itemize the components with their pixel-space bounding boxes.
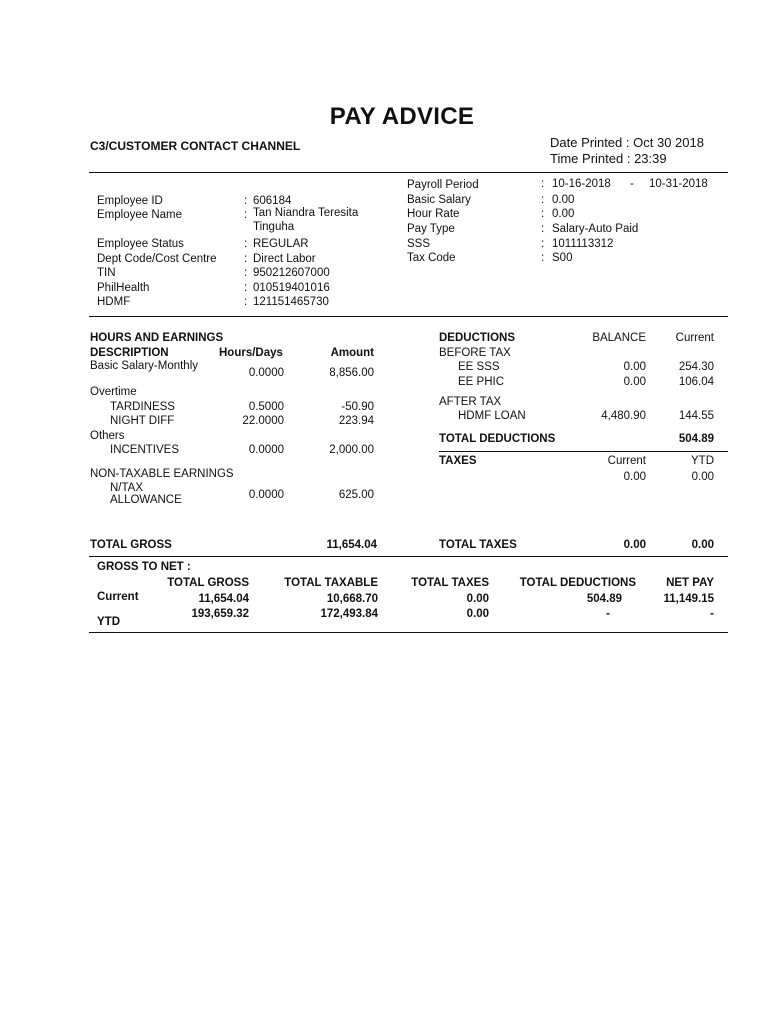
gtn-header-net-pay: NET PAY bbox=[666, 577, 714, 589]
tardiness-hours: 0.5000 bbox=[248, 401, 284, 413]
tin-label: TIN bbox=[97, 267, 116, 279]
gtn-ytd-net-pay: - bbox=[710, 608, 714, 620]
sep: : bbox=[244, 267, 248, 279]
ee-phic-current: 106.04 bbox=[678, 376, 714, 388]
pay-type-label: Pay Type bbox=[407, 223, 455, 235]
page-title: PAY ADVICE bbox=[329, 103, 475, 130]
ee-phic-label: EE PHIC bbox=[458, 376, 505, 388]
hdmf-value: 121151465730 bbox=[253, 296, 329, 308]
ntax-allowance-label-2: ALLOWANCE bbox=[110, 494, 182, 506]
time-printed-value: 23:39 bbox=[634, 151, 667, 166]
night-diff-hours: 22.0000 bbox=[242, 415, 284, 427]
gtn-ytd-total-taxable: 172,493.84 bbox=[320, 608, 378, 620]
gtn-current-total-taxable: 10,668.70 bbox=[326, 593, 378, 605]
divider-deductions bbox=[439, 451, 728, 452]
ee-sss-balance: 0.00 bbox=[623, 361, 646, 373]
total-deductions-value: 504.89 bbox=[678, 433, 714, 445]
taxes-title: TAXES bbox=[439, 455, 477, 467]
sss-label: SSS bbox=[407, 238, 431, 250]
sep: : bbox=[541, 223, 545, 235]
time-printed-label: Time Printed bbox=[550, 151, 624, 166]
ee-sss-label: EE SSS bbox=[458, 361, 500, 373]
night-diff-amount: 223.94 bbox=[338, 415, 374, 427]
tax-code-label: Tax Code bbox=[407, 252, 456, 264]
gtn-current-total-deductions: 504.89 bbox=[586, 593, 622, 605]
basic-salary-label: Basic Salary bbox=[407, 194, 471, 206]
night-diff-label: NIGHT DIFF bbox=[110, 415, 175, 427]
sep: : bbox=[244, 238, 248, 250]
tardiness-label: TARDINESS bbox=[110, 401, 175, 413]
sep: : bbox=[244, 209, 248, 221]
incentives-amount: 2,000.00 bbox=[329, 444, 374, 456]
incentives-hours: 0.0000 bbox=[248, 444, 284, 456]
taxes-col-ytd: YTD bbox=[691, 455, 714, 467]
gtn-current-total-taxes: 0.00 bbox=[466, 593, 489, 605]
philhealth-value: 010519401016 bbox=[253, 282, 330, 294]
taxes-current-value: 0.00 bbox=[623, 471, 646, 483]
pay-type-value: Salary-Auto Paid bbox=[552, 223, 639, 235]
total-gross-label: TOTAL GROSS bbox=[90, 539, 172, 551]
basic-salary-monthly-hours: 0.0000 bbox=[248, 367, 284, 379]
employee-id-value: 606184 bbox=[253, 195, 292, 207]
sss-value: 1011113312 bbox=[552, 238, 614, 250]
incentives-label: INCENTIVES bbox=[110, 444, 180, 456]
gtn-ytd-total-gross: 193,659.32 bbox=[191, 608, 249, 620]
employee-name-value: Tan Niandra Teresita bbox=[253, 207, 359, 219]
tardiness-amount: -50.90 bbox=[341, 401, 374, 413]
employee-status-label: Employee Status bbox=[97, 238, 184, 250]
employee-name-label: Employee Name bbox=[97, 209, 183, 221]
non-taxable-earnings-label: NON-TAXABLE EARNINGS bbox=[90, 468, 234, 480]
gtn-ytd-label: YTD bbox=[97, 616, 120, 628]
hdmf-loan-balance: 4,480.90 bbox=[601, 410, 646, 422]
gtn-ytd-total-taxes: 0.00 bbox=[466, 608, 489, 620]
total-taxes-label: TOTAL TAXES bbox=[439, 539, 517, 551]
payroll-period-label: Payroll Period bbox=[407, 179, 479, 191]
dept-code-value: Direct Labor bbox=[253, 253, 316, 265]
gtn-current-label: Current bbox=[97, 591, 139, 603]
hour-rate-label: Hour Rate bbox=[407, 208, 460, 220]
taxes-col-current: Current bbox=[607, 455, 646, 467]
deductions-col-current: Current bbox=[675, 332, 714, 344]
philhealth-label: PhilHealth bbox=[97, 282, 150, 294]
taxes-ytd-value: 0.00 bbox=[691, 471, 714, 483]
earnings-col-amount: Amount bbox=[330, 347, 374, 359]
payroll-period-end: 10-31-2018 bbox=[649, 178, 708, 190]
gtn-header-total-taxes: TOTAL TAXES bbox=[411, 577, 489, 589]
gtn-current-total-gross: 11,654.04 bbox=[198, 593, 249, 605]
sep: : bbox=[541, 238, 545, 250]
basic-salary-monthly-amount: 8,856.00 bbox=[329, 367, 374, 379]
ntax-allowance-hours: 0.0000 bbox=[248, 489, 284, 501]
sep: : bbox=[244, 296, 248, 308]
sep: : bbox=[244, 282, 248, 294]
deductions-col-balance: BALANCE bbox=[592, 332, 646, 344]
ntax-allowance-label-1: N/TAX bbox=[110, 482, 144, 494]
ntax-allowance-amount: 625.00 bbox=[338, 489, 374, 501]
total-taxes-ytd: 0.00 bbox=[691, 539, 714, 551]
total-deductions-label: TOTAL DEDUCTIONS bbox=[439, 433, 556, 445]
hdmf-loan-current: 144.55 bbox=[678, 410, 714, 422]
basic-salary-value: 0.00 bbox=[552, 194, 575, 206]
payroll-period-start: 10-16-2018 bbox=[552, 178, 611, 190]
department-name: C3/CUSTOMER CONTACT CHANNEL bbox=[90, 139, 301, 153]
sep: : bbox=[244, 253, 248, 265]
others-label: Others bbox=[90, 430, 125, 442]
deductions-title: DEDUCTIONS bbox=[439, 332, 516, 344]
employee-id-label: Employee ID bbox=[97, 195, 163, 207]
before-tax-label: BEFORE TAX bbox=[439, 347, 511, 359]
employee-name-value-2: Tinguha bbox=[253, 221, 295, 233]
gtn-header-total-deductions: TOTAL DEDUCTIONS bbox=[519, 577, 636, 589]
earnings-title: HOURS AND EARNINGS bbox=[90, 332, 224, 344]
earnings-col-description: DESCRIPTION bbox=[90, 347, 169, 359]
gross-to-net-title: GROSS TO NET : bbox=[97, 561, 191, 573]
dept-code-label: Dept Code/Cost Centre bbox=[97, 253, 217, 265]
sep: : bbox=[541, 178, 545, 190]
sep: : bbox=[541, 252, 545, 264]
date-printed: Date Printed : Oct 30 2018 bbox=[550, 135, 704, 150]
divider-employee bbox=[89, 316, 728, 317]
after-tax-label: AFTER TAX bbox=[439, 396, 502, 408]
gtn-ytd-total-deductions: - bbox=[606, 608, 610, 620]
sep: : bbox=[541, 194, 545, 206]
gtn-current-net-pay: 11,149.15 bbox=[663, 593, 714, 605]
hour-rate-value: 0.00 bbox=[552, 208, 575, 220]
tax-code-value: S00 bbox=[552, 252, 573, 264]
ee-sss-current: 254.30 bbox=[678, 361, 714, 373]
gtn-header-total-gross: TOTAL GROSS bbox=[167, 577, 249, 589]
divider-totals bbox=[89, 556, 728, 557]
sep: : bbox=[244, 195, 248, 207]
divider-bottom bbox=[89, 632, 728, 633]
employee-status-value: REGULAR bbox=[253, 238, 309, 250]
sep: : bbox=[541, 208, 545, 220]
hdmf-loan-label: HDMF LOAN bbox=[458, 410, 526, 422]
date-printed-value: Oct 30 2018 bbox=[633, 135, 704, 150]
earnings-col-hours: Hours/Days bbox=[219, 347, 283, 359]
ee-phic-balance: 0.00 bbox=[623, 376, 646, 388]
tin-value: 950212607000 bbox=[253, 267, 330, 279]
basic-salary-monthly-label: Basic Salary-Monthly bbox=[90, 360, 199, 372]
hdmf-label: HDMF bbox=[97, 296, 131, 308]
time-printed: Time Printed : 23:39 bbox=[550, 151, 667, 166]
total-gross-value: 11,654.04 bbox=[326, 539, 377, 551]
gtn-header-total-taxable: TOTAL TAXABLE bbox=[284, 577, 378, 589]
date-printed-label: Date Printed bbox=[550, 135, 623, 150]
overtime-label: Overtime bbox=[90, 386, 137, 398]
total-taxes-current: 0.00 bbox=[623, 539, 646, 551]
payroll-period-dash: - bbox=[630, 178, 634, 190]
divider-top bbox=[89, 172, 728, 173]
